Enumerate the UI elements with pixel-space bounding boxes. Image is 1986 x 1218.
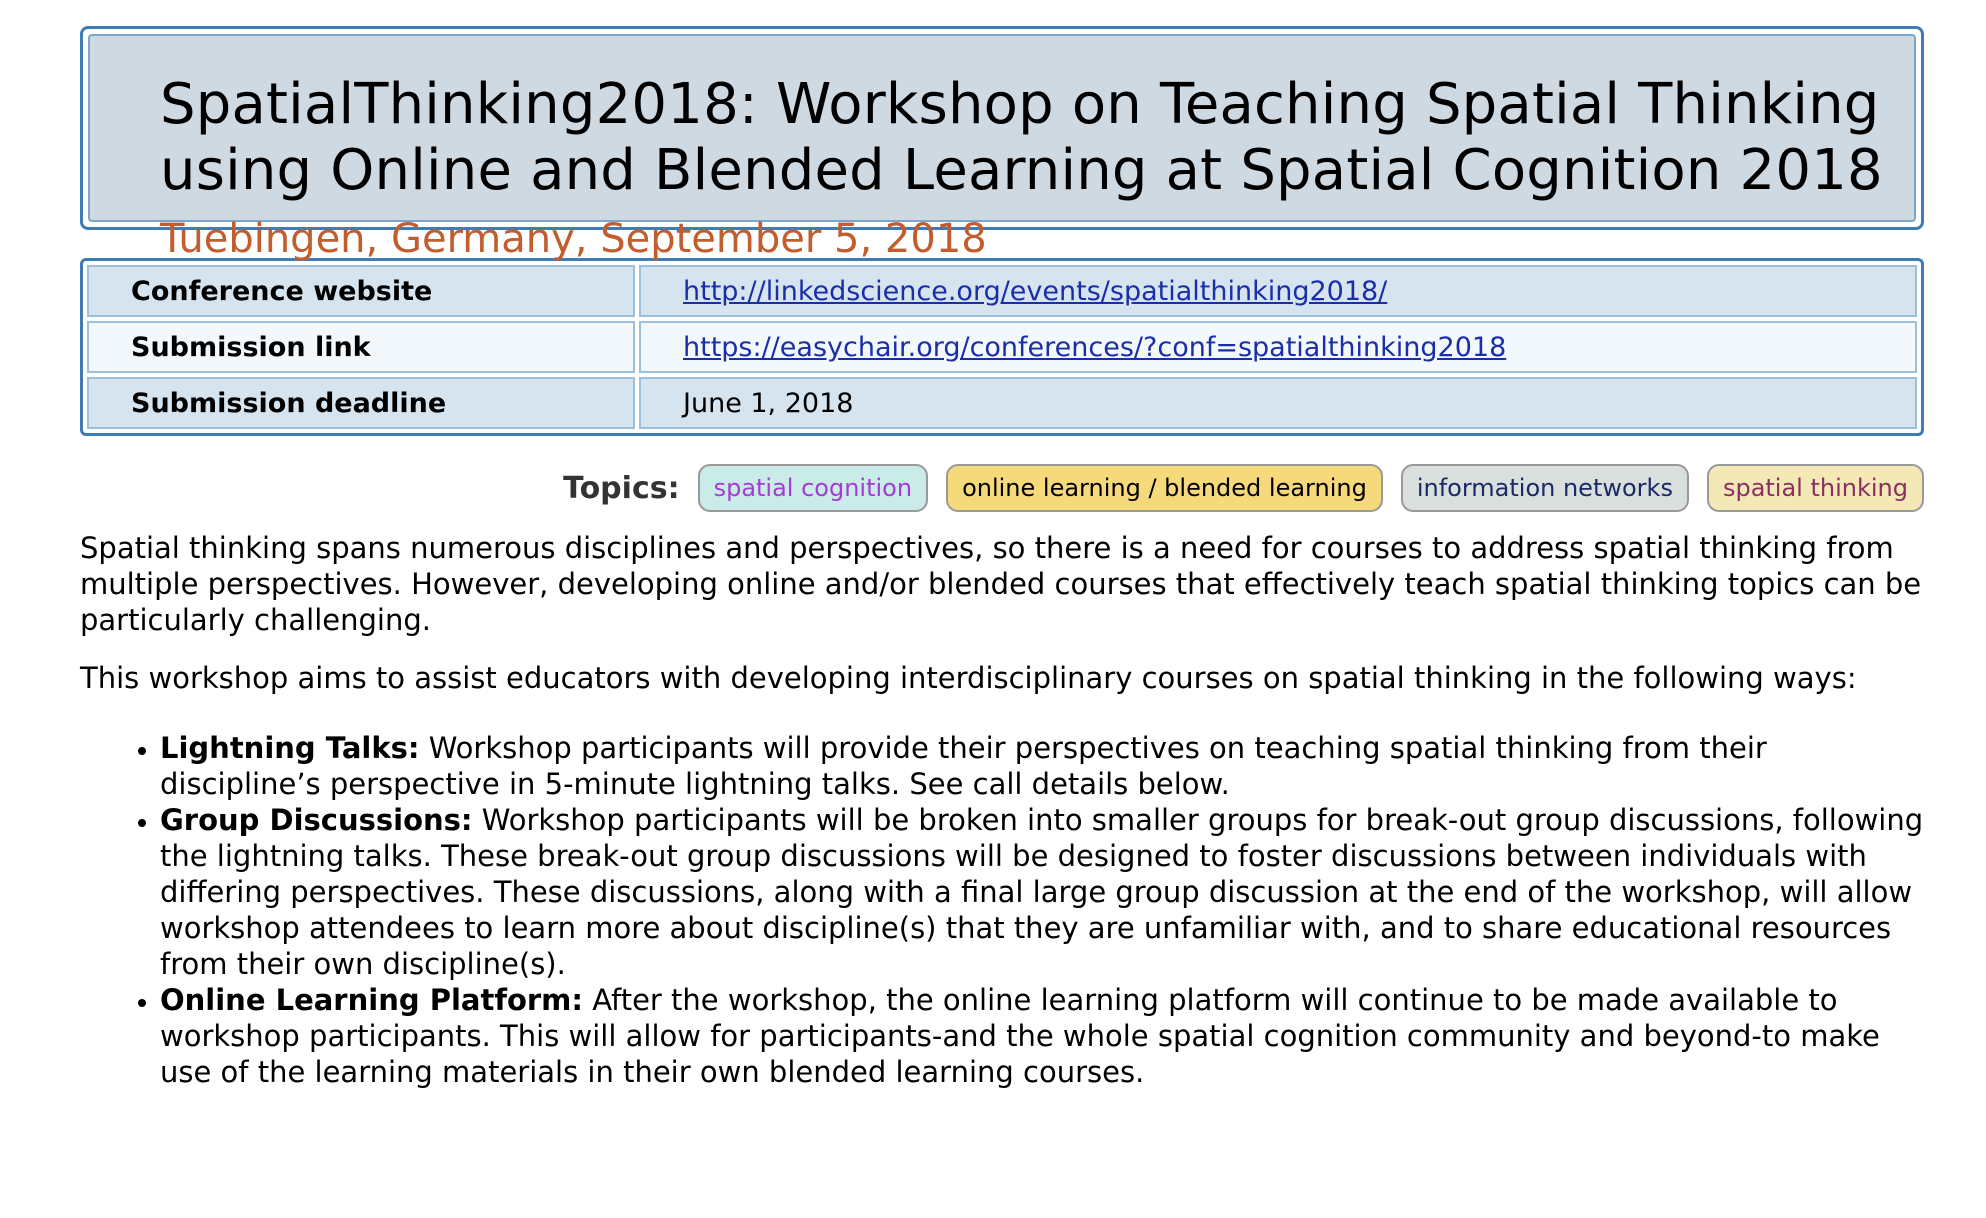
info-value (639, 265, 1917, 317)
info-label: Submission link (87, 321, 635, 373)
page-content (80, 26, 1924, 1090)
topic-tag[interactable]: spatial cognition (698, 464, 929, 512)
topic-tag[interactable]: information networks (1401, 464, 1689, 512)
submission-deadline-value: June 1, 2018 (639, 377, 1917, 429)
header-inner (88, 34, 1916, 262)
header-box (80, 26, 1924, 262)
list-item (160, 730, 1924, 802)
page-title: SpatialThinking2018: Workshop on Teaching Spatial Thinking using Online and Blended Learning at Spatial Cognition 2018 (160, 72, 1883, 203)
list-item-text: Workshop participants will be broken into smaller groups for break-out group discussions, following the lightning talks. These break-out group discussions will be designed to foster discussions between individuals with differing perspectives. These discussions, along with a final large group discussion at the end of the workshop, will allow workshop attendees to learn more about discipline(s) that they are unfamiliar with, and to share educational resources from their own discipline(s). (160, 803, 1924, 981)
list-item-text: Workshop participants will provide their perspectives on teaching spatial thinking from their discipline’s perspective in 5-minute lightning talks. See call details below. (160, 731, 1767, 801)
list-item (160, 982, 1924, 1090)
topic-tag[interactable]: online learning / blended learning (946, 464, 1383, 512)
list-item (160, 802, 1924, 982)
topics-bar (80, 464, 1924, 512)
info-label: Conference website (87, 265, 635, 317)
topics-label: Topics: (563, 470, 680, 506)
info-row-deadline (87, 377, 1917, 429)
intro-paragraph: Spatial thinking spans numerous disciplines and perspectives, so there is a need for courses to address spatial thinking from multiple perspectives. However, developing online and/or blended courses that effectively teach spatial thinking topics can be particularly challenging. (80, 531, 1922, 637)
workshop-ways-list (80, 730, 1924, 1090)
conference-info-table (80, 258, 1924, 436)
info-value (639, 321, 1917, 373)
info-label: Submission deadline (87, 377, 635, 429)
list-item-heading: Lightning Talks: (160, 731, 420, 765)
list-item-heading: Group Discussions: (160, 803, 473, 837)
aims-paragraph: This workshop aims to assist educators with developing interdisciplinary courses on spatial thinking in the following ways: (80, 661, 1857, 695)
list-item-text: After the workshop, the online learning platform will continue to be made available to workshop participants. This will allow for participants-and the whole spatial cognition community and beyond-to make use of the learning materials in their own blended learning courses. (160, 983, 1880, 1089)
submission-link[interactable]: https://easychair.org/conferences/?conf=spatialthinking2018 (683, 331, 1507, 363)
topic-tag[interactable]: spatial thinking (1707, 464, 1924, 512)
list-item-heading: Online Learning Platform: (160, 983, 583, 1017)
info-row-submission-link (87, 321, 1917, 373)
info-row-website (87, 265, 1917, 317)
event-location-date: Tuebingen, Germany, September 5, 2018 (160, 216, 987, 262)
conference-website-link[interactable]: http://linkedscience.org/events/spatialthinking2018/ (683, 275, 1388, 307)
